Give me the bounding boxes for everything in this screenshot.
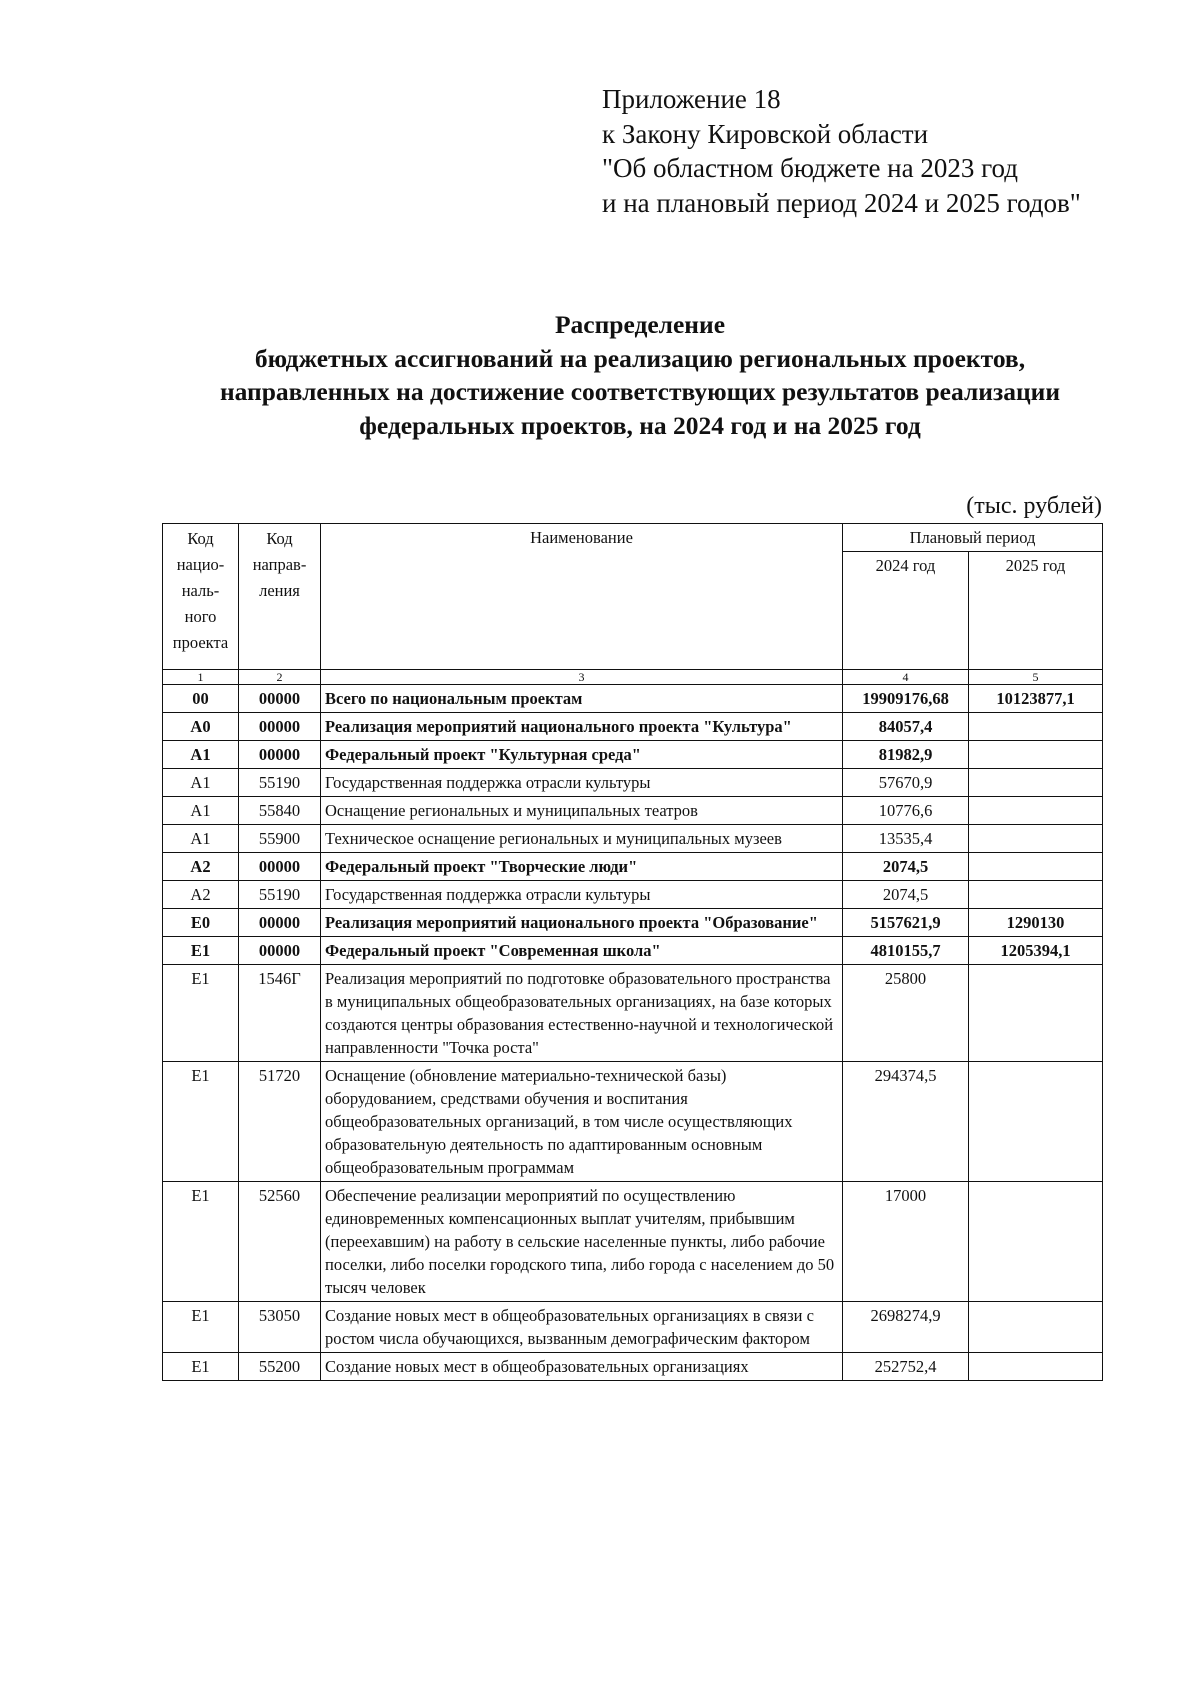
direction-code-cell: 1546Г bbox=[239, 965, 321, 1062]
item-name-cell: Реализация мероприятий национального проекта "Образование" bbox=[321, 909, 843, 937]
header-year-2025: 2025 год bbox=[969, 552, 1103, 670]
table-row bbox=[163, 685, 1103, 713]
table-row bbox=[163, 1062, 1103, 1182]
national-project-code-cell: Е1 bbox=[163, 1182, 239, 1302]
national-project-code-cell: Е1 bbox=[163, 1062, 239, 1182]
table-row bbox=[163, 1182, 1103, 1302]
item-name-cell: Создание новых мест в общеобразовательных организациях в связи с ростом числа обучающихся, вызванным демографическим фактором bbox=[321, 1302, 843, 1353]
amount-2024-cell: 294374,5 bbox=[843, 1062, 969, 1182]
column-number: 4 bbox=[843, 670, 969, 685]
amount-2024-cell: 19909176,68 bbox=[843, 685, 969, 713]
direction-code-cell: 00000 bbox=[239, 853, 321, 881]
units-label: (тыс. рублей) bbox=[966, 493, 1102, 519]
column-number: 2 bbox=[239, 670, 321, 685]
national-project-code-cell: А2 bbox=[163, 853, 239, 881]
item-name-cell: Реализация мероприятий национального проекта "Культура" bbox=[321, 713, 843, 741]
table-row bbox=[163, 909, 1103, 937]
appendix-line-4: и на плановый период 2024 и 2025 годов" bbox=[602, 187, 1081, 218]
column-number: 3 bbox=[321, 670, 843, 685]
table-row bbox=[163, 881, 1103, 909]
budget-table bbox=[162, 523, 1103, 1381]
direction-code-cell: 52560 bbox=[239, 1182, 321, 1302]
national-project-code-cell: А1 bbox=[163, 797, 239, 825]
direction-code-cell: 00000 bbox=[239, 909, 321, 937]
table-row bbox=[163, 937, 1103, 965]
table-body bbox=[163, 685, 1103, 1381]
title-line-3: направленных на достижение соответствующих результатов реализации bbox=[219, 377, 1061, 406]
national-project-code-cell: Е0 bbox=[163, 909, 239, 937]
national-project-code-cell: Е1 bbox=[163, 937, 239, 965]
amount-2025-cell bbox=[969, 797, 1103, 825]
appendix-line-1: Приложение 18 bbox=[602, 84, 781, 114]
table-row bbox=[163, 713, 1103, 741]
item-name-cell: Реализация мероприятий по подготовке образовательного пространства в муниципальных общеобразовательных организациях, на базе которых создаются центры образования естественно-научной и технологической направленности "Точка роста" bbox=[321, 965, 843, 1062]
item-name-cell: Федеральный проект "Современная школа" bbox=[321, 937, 843, 965]
header-name: Наименование bbox=[321, 524, 843, 670]
header-national-project-code: Код нацио- наль- ного проекта bbox=[163, 524, 239, 670]
amount-2025-cell bbox=[969, 1182, 1103, 1302]
table-row bbox=[163, 825, 1103, 853]
amount-2025-cell bbox=[969, 853, 1103, 881]
title-line-4: федеральных проектов, на 2024 год и на 2025 год bbox=[359, 410, 921, 440]
amount-2025-cell: 10123877,1 bbox=[969, 685, 1103, 713]
item-name-cell: Федеральный проект "Творческие люди" bbox=[321, 853, 843, 881]
direction-code-cell: 55900 bbox=[239, 825, 321, 853]
amount-2024-cell: 57670,9 bbox=[843, 769, 969, 797]
amount-2025-cell bbox=[969, 769, 1103, 797]
national-project-code-cell: А1 bbox=[163, 825, 239, 853]
amount-2024-cell: 10776,6 bbox=[843, 797, 969, 825]
header-direction-code: Код направ- ления bbox=[239, 524, 321, 670]
item-name-cell: Техническое оснащение региональных и муниципальных музеев bbox=[321, 825, 843, 853]
national-project-code-cell: Е1 bbox=[163, 965, 239, 1062]
amount-2024-cell: 2698274,9 bbox=[843, 1302, 969, 1353]
table-row bbox=[163, 965, 1103, 1062]
amount-2025-cell bbox=[969, 965, 1103, 1062]
item-name-cell: Оснащение (обновление материально-технической базы) оборудованием, средствами обучения и воспитания общеобразовательных организаций, в том числе осуществляющих образовательную деятельность по адаптированным основным общеобразовательным программам bbox=[321, 1062, 843, 1182]
amount-2025-cell bbox=[969, 825, 1103, 853]
amount-2024-cell: 2074,5 bbox=[843, 853, 969, 881]
amount-2025-cell bbox=[969, 1353, 1103, 1381]
table-row bbox=[163, 741, 1103, 769]
title-line-1: Распределение bbox=[554, 310, 726, 339]
direction-code-cell: 55190 bbox=[239, 769, 321, 797]
amount-2025-cell bbox=[969, 713, 1103, 741]
item-name-cell: Обеспечение реализации мероприятий по осуществлению единовременных компенсационных выплат учителям, прибывшим (переехавшим) на работу в сельские населенные пункты, либо рабочие поселки, либо поселки городского типа, либо города с населением до 50 тысяч человек bbox=[321, 1182, 843, 1302]
national-project-code-cell: А2 bbox=[163, 881, 239, 909]
amount-2024-cell: 252752,4 bbox=[843, 1353, 969, 1381]
table-row bbox=[163, 1302, 1103, 1353]
amount-2024-cell: 81982,9 bbox=[843, 741, 969, 769]
item-name-cell: Оснащение региональных и муниципальных театров bbox=[321, 797, 843, 825]
national-project-code-cell: Е1 bbox=[163, 1353, 239, 1381]
item-name-cell: Всего по национальным проектам bbox=[321, 685, 843, 713]
national-project-code-cell: А1 bbox=[163, 769, 239, 797]
direction-code-cell: 53050 bbox=[239, 1302, 321, 1353]
direction-code-cell: 00000 bbox=[239, 741, 321, 769]
column-number: 5 bbox=[969, 670, 1103, 685]
amount-2024-cell: 5157621,9 bbox=[843, 909, 969, 937]
header-row-1 bbox=[163, 524, 1103, 552]
item-name-cell: Государственная поддержка отрасли культуры bbox=[321, 881, 843, 909]
amount-2025-cell bbox=[969, 881, 1103, 909]
title-line-2: бюджетных ассигнований на реализацию региональных проектов, bbox=[254, 343, 1026, 373]
national-project-code-cell: А1 bbox=[163, 741, 239, 769]
amount-2024-cell: 84057,4 bbox=[843, 713, 969, 741]
table-row bbox=[163, 769, 1103, 797]
appendix-line-2: к Закону Кировской области bbox=[602, 118, 929, 149]
table-row bbox=[163, 1353, 1103, 1381]
national-project-code-cell: 00 bbox=[163, 685, 239, 713]
amount-2024-cell: 13535,4 bbox=[843, 825, 969, 853]
amount-2024-cell: 2074,5 bbox=[843, 881, 969, 909]
direction-code-cell: 55190 bbox=[239, 881, 321, 909]
national-project-code-cell: А0 bbox=[163, 713, 239, 741]
direction-code-cell: 55200 bbox=[239, 1353, 321, 1381]
direction-code-cell: 55840 bbox=[239, 797, 321, 825]
appendix-line-3: "Об областном бюджете на 2023 год bbox=[602, 153, 1018, 183]
header-year-2024: 2024 год bbox=[843, 552, 969, 670]
amount-2024-cell: 17000 bbox=[843, 1182, 969, 1302]
column-number: 1 bbox=[163, 670, 239, 685]
item-name-cell: Создание новых мест в общеобразовательных организациях bbox=[321, 1353, 843, 1381]
amount-2025-cell bbox=[969, 741, 1103, 769]
item-name-cell: Федеральный проект "Культурная среда" bbox=[321, 741, 843, 769]
amount-2025-cell bbox=[969, 1302, 1103, 1353]
item-name-cell: Государственная поддержка отрасли культуры bbox=[321, 769, 843, 797]
amount-2025-cell bbox=[969, 1062, 1103, 1182]
header-planned-period: Плановый период bbox=[843, 524, 1103, 552]
amount-2024-cell: 25800 bbox=[843, 965, 969, 1062]
amount-2025-cell: 1205394,1 bbox=[969, 937, 1103, 965]
national-project-code-cell: Е1 bbox=[163, 1302, 239, 1353]
direction-code-cell: 00000 bbox=[239, 685, 321, 713]
amount-2025-cell: 1290130 bbox=[969, 909, 1103, 937]
direction-code-cell: 00000 bbox=[239, 937, 321, 965]
document-title bbox=[150, 308, 1130, 442]
table-row bbox=[163, 853, 1103, 881]
column-number-row bbox=[163, 670, 1103, 685]
direction-code-cell: 00000 bbox=[239, 713, 321, 741]
direction-code-cell: 51720 bbox=[239, 1062, 321, 1182]
table-row bbox=[163, 797, 1103, 825]
appendix-block bbox=[602, 82, 1081, 220]
amount-2024-cell: 4810155,7 bbox=[843, 937, 969, 965]
